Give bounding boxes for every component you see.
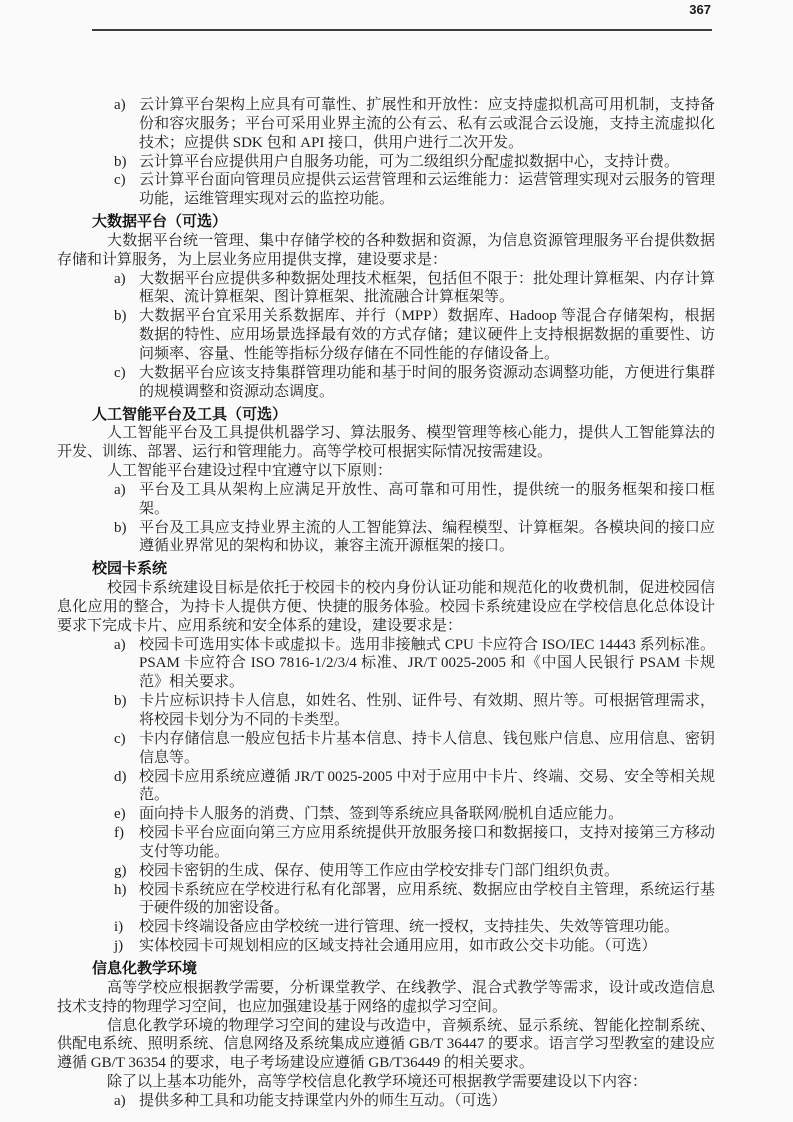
list-item [57,636,715,693]
list-item [57,171,715,209]
paragraph: 大数据平台统一管理、集中存储学校的各种数据和资源，为信息资源管理服务平台提供数据存储和计算服务，为上层业务应用提供支撑，建设要求是： [57,232,715,268]
list-item-label: b) [114,153,127,170]
list-item-label: b) [114,519,127,536]
list-item-text: 卡片应标识持卡人信息，如姓名、性别、证件号、有效期、照片等。可根据管理需求，将校园卡划分为不同的卡类型。 [139,693,715,728]
list-item [57,881,715,919]
list-item-label: a) [114,97,126,113]
list-item [57,519,715,557]
list-item-text: 面向持卡人服务的消费、门禁、签到等系统应具备联网/脱机自适应能力。 [139,806,624,823]
list-item-label: a) [114,636,126,653]
list-item [57,918,715,937]
list-item-label: g) [114,862,127,879]
section-heading: 人工智能平台及工具（可选） [92,405,288,423]
paragraph: 信息化教学环境的物理学习空间的建设与改造中，音频系统、显示系统、智能化控制系统、供配电系统、照明系统、信息网络及系统集成应遵循 GB/T 36447 的要求。语言学习型教室的建设应遵循 GB/T 36354 的要求，电子考场建设应遵循 GB/T36449 的相关要求。 [57,1017,715,1072]
paragraph: 人工智能平台建设过程中宜遵守以下原则： [107,463,393,480]
list-item-text: 卡内存储信息一般应包括卡片基本信息、持卡人信息、钱包账户信息、应用信息、密钥信息等。 [139,730,715,766]
list-item [57,1092,715,1111]
paragraph: 人工智能平台及工具提供机器学习、算法服务、模型管理等核心能力，提供人工智能算法的开发、训练、部署、运行和管理能力。高等学校可根据实际情况按需建设。 [57,425,715,461]
list-item-label: b) [114,308,127,325]
header-rule [92,29,712,31]
list-item-label: d) [114,768,127,785]
list-item [57,307,715,364]
list-item [57,692,715,730]
list-item-text: 大数据平台应提供多种数据处理技术框架，包括但不限于：批处理计算框架、内存计算框架、流计算框架、图计算框架、批流融合计算框架等。 [139,270,715,306]
list-item [57,481,715,519]
list-item-label: a) [114,1092,126,1109]
paragraph: 校园卡系统建设目标是依托于校园卡的校内身份认证功能和规范化的收费机制，促进校园信息化应用的整合，为持卡人提供方便、快捷的服务体验。校园卡系统建设应在学校信息化总体设计要求下完成卡片、应用系统和安全体系的建设，建设要求是： [57,580,715,634]
list-item-text: 云计算平台架构上应具有可靠性、扩展性和开放性：应支持虚拟机高可用机制，支持备份和容灾服务；平台可采用业界主流的公有云、私有云或混合云设施，支持主流虚拟化技术；应提供 SDK 包和 API 接口，供用户进行二次开发。 [139,97,715,151]
list-item [57,824,715,862]
list-item [57,805,715,824]
section-heading: 大数据平台（可选） [92,213,228,231]
paragraph: 高等学校应根据教学需要，分析课堂教学、在线教学、混合式教学等需求，设计或改造信息技术支持的物理学习空间，也应加强建设基于网络的虚拟学习空间。 [57,979,715,1015]
list-item [57,364,715,402]
list-item-label: h) [114,881,127,898]
list-item-label: f) [114,825,124,842]
section-heading: 信息化教学环境 [92,959,198,977]
document-body [57,96,715,1111]
list-item-text: 大数据平台应该支持集群管理功能和基于时间的服务资源动态调整功能，方便进行集群的规模调整和资源动态调度。 [139,364,715,400]
list-item-label: b) [114,693,127,710]
list-item-label: e) [114,806,126,823]
list-item-text: 实体校园卡可规划相应的区域支持社会通用应用，如市政公交卡功能。（可选） [139,938,657,955]
list-item [57,730,715,768]
list-item-label: i) [114,919,124,936]
list-item [57,862,715,881]
list-item [57,768,715,806]
list-item-label: j) [114,938,124,955]
list-item [57,937,715,956]
list-item-text: 校园卡平台应面向第三方应用系统提供开放服务接口和数据接口，支持对接第三方移动支付等功能。 [139,825,715,860]
list-item-label: c) [114,172,126,189]
list-item-text: 云计算平台应提供用户自服务功能，可为二级组织分配虚拟数据中心，支持计费。 [139,153,680,170]
list-item-text: 校园卡系统应在学校进行私有化部署，应用系统、数据应由学校自主管理，系统运行基于硬件级的加密设备。 [139,881,715,917]
list-item-text: 大数据平台宜采用关系数据库、并行（MPP）数据库、Hadoop 等混合存储架构，根据数据的特性、应用场景选择最有效的方式存储；建议硬件上支持根据数据的重要性、访问频率、容量、性能等指标分级存储在不同性能的存储设备上。 [139,308,715,362]
paragraph: 除了以上基本功能外，高等学校信息化教学环境还可根据教学需要建设以下内容： [107,1074,648,1091]
list-item-text: 提供多种工具和功能支持课堂内外的师生互动。（可选） [139,1092,507,1109]
section-heading: 校园卡系统 [92,560,168,578]
list-item-text: 校园卡应用系统应遵循 JR/T 0025-2005 中对于应用中卡片、终端、交易、安全等相关规范。 [139,768,715,804]
list-item-text: 校园卡终端设备应由学校统一进行管理、统一授权，支持挂失、失效等管理功能。 [139,919,680,936]
list-item-text: 平台及工具应支持业界主流的人工智能算法、编程模型、计算框架。各模块间的接口应遵循业界常见的架构和协议，兼容主流开源框架的接口。 [139,519,715,555]
list-item-text: 校园卡可选用实体卡或虚拟卡。选用非接触式 CPU 卡应符合 ISO/IEC 14443 系列标准。PSAM 卡应符合 ISO 7816-1/2/3/4 标准、JR/T 0025-2005 和《中国人民银行 PSAM 卡规范》相关要求。 [139,636,715,691]
list-item [57,96,715,153]
list-item-label: a) [114,270,126,287]
list-item-text: 平台及工具从架构上应满足开放性、高可靠和可用性，提供统一的服务框架和接口框架。 [139,481,715,517]
list-item-label: a) [114,481,126,498]
list-item-label: c) [114,364,126,381]
list-item-text: 校园卡密钥的生成、保存、使用等工作应由学校安排专门部门组织负责。 [139,862,620,879]
list-item [57,270,715,308]
list-item [57,153,715,172]
page-number: 367 [689,2,711,17]
list-item-text: 云计算平台面向管理员应提供云运营管理和云运维能力：运营管理实现对云服务的管理功能，运维管理实现对云的监控功能。 [139,172,715,208]
list-item-label: c) [114,730,126,747]
